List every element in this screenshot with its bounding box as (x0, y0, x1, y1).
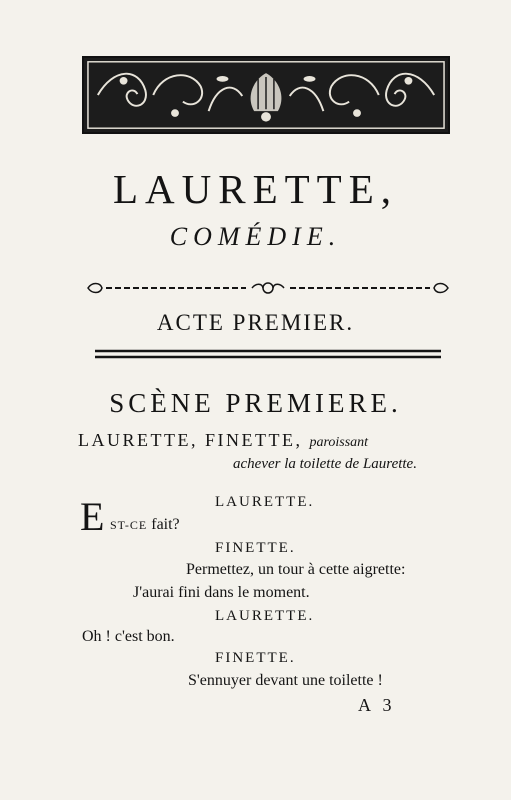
dialogue-line (110, 516, 180, 534)
act-heading: ACTE PREMIER. (156, 310, 355, 335)
ornamental-rule (86, 280, 450, 296)
speaker-name: FINETTE. (215, 650, 296, 666)
characters-line (78, 430, 368, 451)
headpiece-ornament (82, 56, 450, 134)
scene-heading: SCÈNE PREMIERE. (109, 388, 402, 418)
dialogue-line: J'aurai fini dans le moment. (133, 584, 310, 601)
play-genre: COMÉDIE. (169, 222, 342, 251)
stage-direction-continued: achever la toilette de Laurette. (233, 456, 417, 472)
dialogue-text: fait? (147, 516, 180, 533)
small-caps-word: ST-CE (110, 518, 148, 532)
play-title: LAURETTE, (112, 166, 399, 212)
speaker-name: FINETTE. (215, 540, 296, 556)
drop-capital: E (80, 494, 105, 539)
stage-direction: paroissant (309, 435, 369, 450)
signature-mark: A 3 (358, 695, 396, 715)
speaker-name: LAURETTE. (215, 608, 315, 624)
double-rule (95, 348, 441, 360)
dialogue-line: S'ennuyer devant une toilette ! (188, 672, 383, 689)
dialogue-line: Oh ! c'est bon. (82, 628, 175, 645)
character-names: LAURETTE, FINETTE, (78, 430, 303, 450)
dialogue-line: Permettez, un tour à cette aigrette: (186, 561, 406, 578)
speaker-name: LAURETTE. (215, 494, 315, 510)
